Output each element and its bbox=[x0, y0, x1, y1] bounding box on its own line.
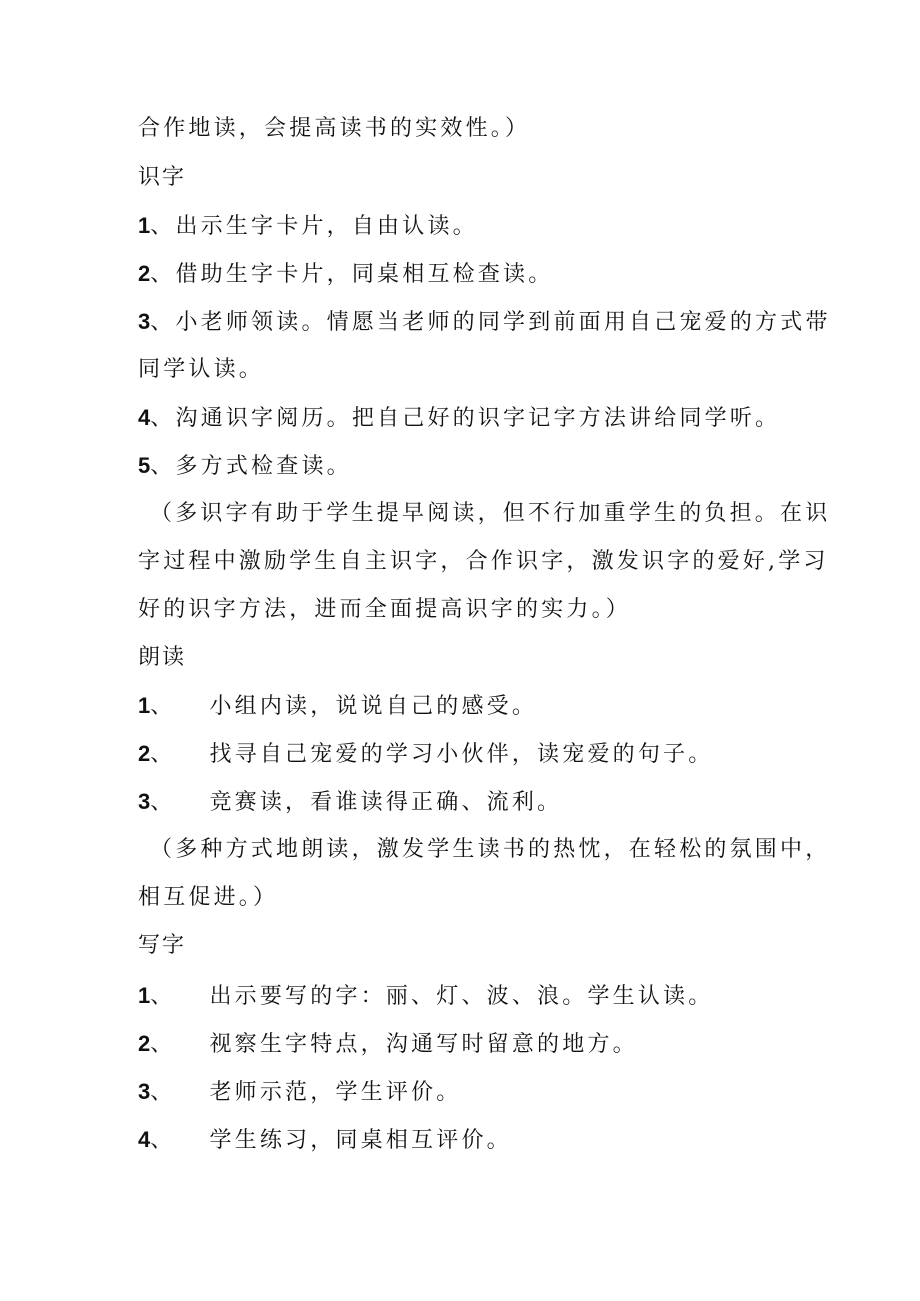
item-number: 1 bbox=[138, 693, 151, 718]
list-item bbox=[138, 259, 553, 290]
item-separator: 、 bbox=[150, 1032, 176, 1057]
note-paragraph-line: 字过程中激励学生自主识字，合作识字，激发识字的爱好,学习 bbox=[138, 549, 829, 574]
item-separator: 、 bbox=[150, 1080, 176, 1105]
note-paragraph-line: 好的识字方法，进而全面提高识字的实力。） bbox=[138, 597, 632, 622]
list-item bbox=[138, 451, 352, 482]
item-number: 3 bbox=[138, 1079, 151, 1104]
item-separator: 、 bbox=[150, 214, 176, 239]
item-separator: 、 bbox=[150, 406, 176, 431]
item-text: 视察生字特点，沟通写时留意的地方。 bbox=[209, 1032, 638, 1057]
item-separator: 、 bbox=[150, 1128, 176, 1153]
item-separator: 、 bbox=[150, 742, 176, 767]
item-number: 2 bbox=[138, 261, 151, 286]
item-text: 出示生字卡片，自由认读。 bbox=[175, 214, 478, 239]
note-paragraph-line: （多识字有助于学生提早阅读，但不行加重学生的负担。在识 bbox=[150, 501, 831, 526]
item-number: 1 bbox=[138, 983, 151, 1008]
item-text: 找寻自己宠爱的学习小伙伴，读宠爱的句子。 bbox=[209, 742, 714, 767]
list-item bbox=[138, 1077, 461, 1108]
section-heading-langdu: 朗读 bbox=[138, 645, 187, 670]
note-paragraph-line: 相互促进。） bbox=[138, 885, 279, 910]
item-text: 沟通识字阅历。把自己好的识字记字方法讲给同学听。 bbox=[175, 406, 781, 431]
item-separator: 、 bbox=[150, 790, 176, 815]
item-text: 学生练习，同桌相互评价。 bbox=[209, 1128, 512, 1153]
list-item bbox=[138, 403, 780, 434]
item-separator: 、 bbox=[150, 984, 176, 1009]
item-text: 小组内读，说说自己的感受。 bbox=[209, 694, 538, 719]
item-number: 3 bbox=[138, 309, 151, 334]
item-separator: 、 bbox=[150, 454, 176, 479]
paragraph-line: 同学认读。 bbox=[138, 357, 265, 382]
section-heading-shizi: 识字 bbox=[138, 165, 187, 190]
item-text: 多方式检查读。 bbox=[175, 454, 352, 479]
list-item bbox=[138, 1125, 512, 1156]
item-number: 2 bbox=[138, 1031, 151, 1056]
item-number: 3 bbox=[138, 789, 151, 814]
item-separator: 、 bbox=[150, 310, 176, 335]
list-item bbox=[138, 691, 537, 722]
item-number: 4 bbox=[138, 405, 151, 430]
list-item bbox=[138, 739, 713, 770]
item-text: 出示要写的字：丽、灯、波、浪。学生认读。 bbox=[209, 984, 714, 1009]
list-item bbox=[138, 1029, 638, 1060]
list-item bbox=[138, 307, 831, 338]
item-number: 5 bbox=[138, 453, 151, 478]
item-text: 借助生字卡片，同桌相互检查读。 bbox=[175, 262, 554, 287]
item-text: 老师示范，学生评价。 bbox=[209, 1080, 462, 1105]
paragraph-line: 合作地读，会提高读书的实效性。） bbox=[138, 116, 531, 141]
list-item bbox=[138, 787, 562, 818]
item-number: 2 bbox=[138, 741, 151, 766]
section-heading-xiezi: 写字 bbox=[138, 933, 187, 958]
list-item bbox=[138, 981, 713, 1012]
item-text: 竞赛读，看谁读得正确、流利。 bbox=[209, 790, 563, 815]
item-number: 1 bbox=[138, 213, 151, 238]
note-paragraph-line: （多种方式地朗读，激发学生读书的热忱，在轻松的氛围中， bbox=[150, 837, 831, 862]
item-text: 小老师领读。情愿当老师的同学到前面用自己宠爱的方式带 bbox=[175, 310, 831, 335]
item-number: 4 bbox=[138, 1127, 151, 1152]
item-separator: 、 bbox=[150, 262, 176, 287]
list-item bbox=[138, 211, 478, 242]
item-separator: 、 bbox=[150, 694, 176, 719]
